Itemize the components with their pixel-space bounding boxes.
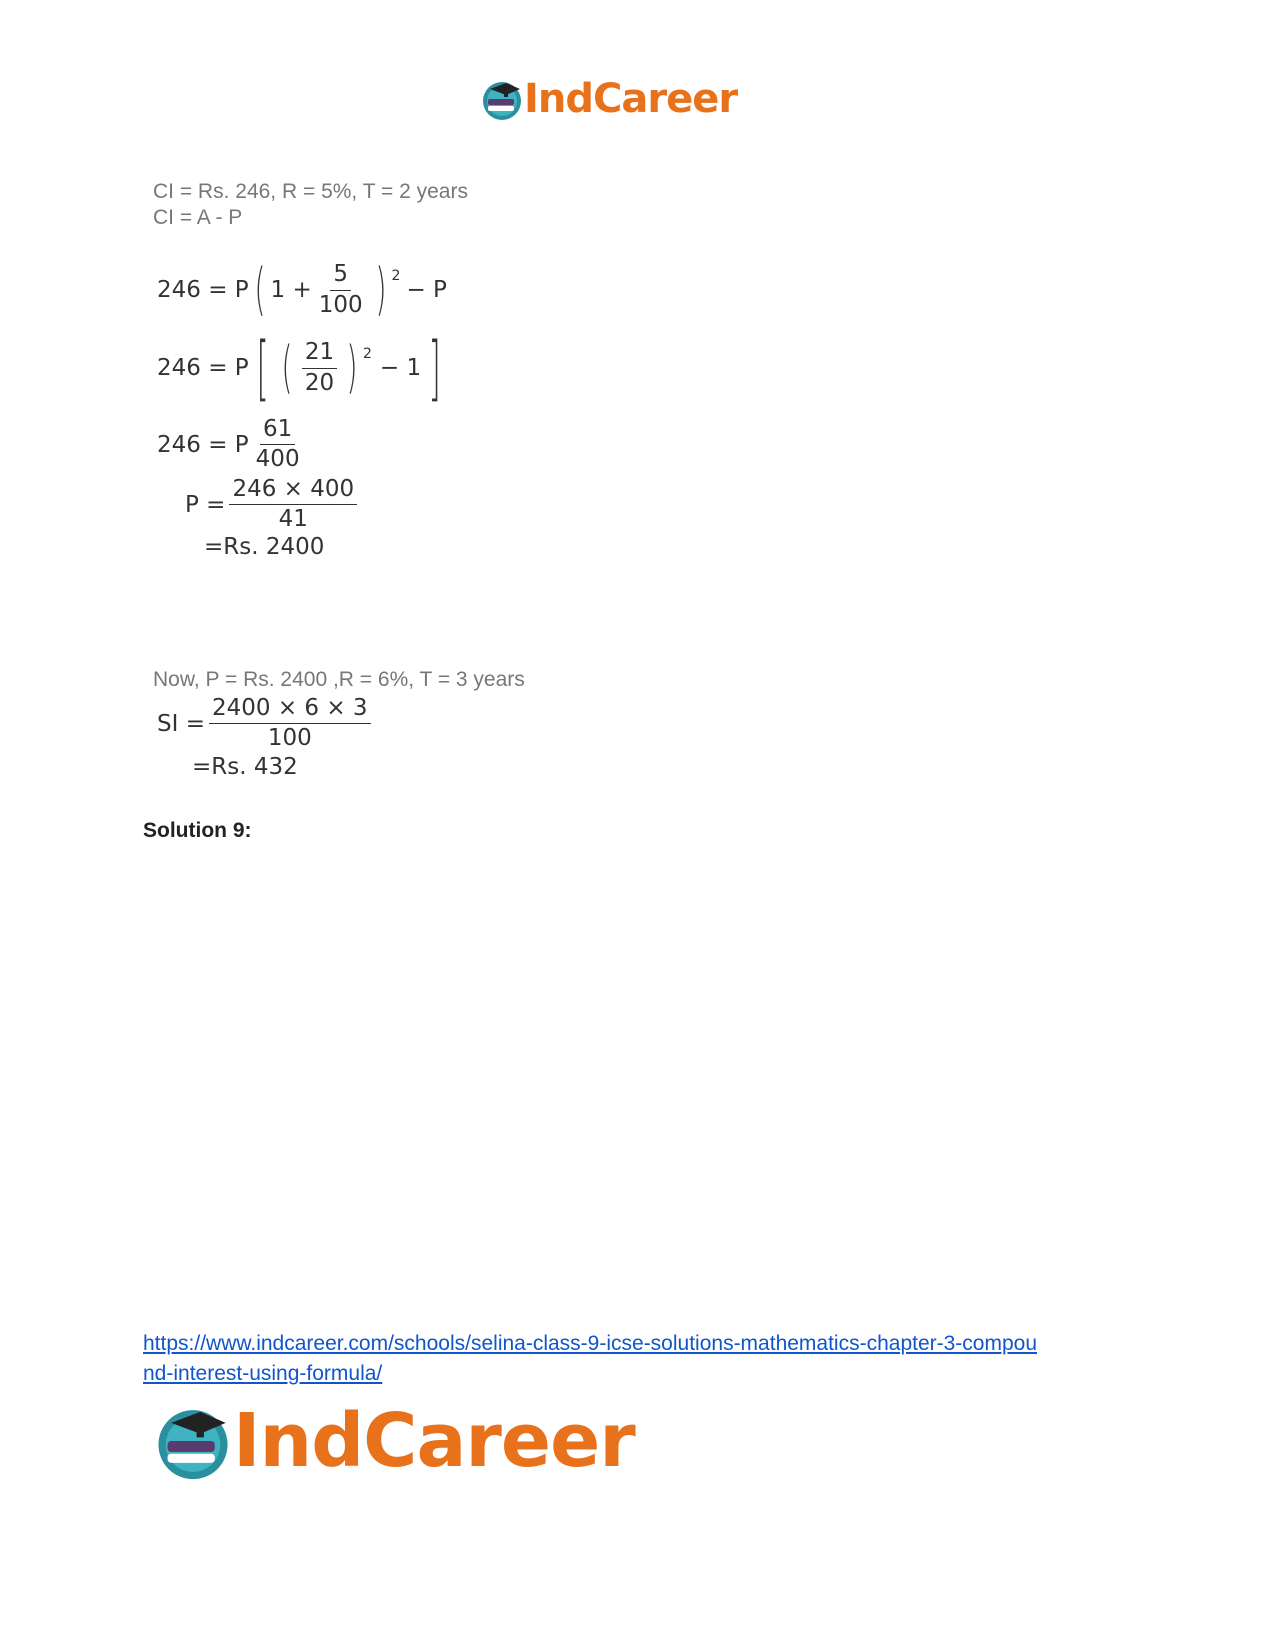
ci-formula: CI = A - P: [153, 206, 243, 229]
si-den: 100: [267, 725, 312, 752]
eq1-den: 100: [318, 291, 363, 318]
eq1-one: 1 +: [270, 277, 312, 303]
eq3-num: 61: [260, 417, 295, 445]
eq2-exponent: 2: [362, 346, 372, 362]
eq2-lhs: 246 = P: [157, 355, 249, 381]
eq4-den: 41: [278, 506, 308, 533]
solution-heading: Solution 9:: [143, 819, 252, 842]
footer-logo: [153, 1398, 635, 1484]
eq4-fraction: [229, 477, 357, 533]
equation-1: 246 = P ( 1 + $\frac{5}{100}$ ) $^2$ − P: [157, 257, 447, 322]
equation-4: [185, 477, 361, 533]
url-line-1: https://www.indcareer.com/schools/selina-class-9-icse-solutions-mathematics-chapter-3-compou: [143, 1332, 1038, 1355]
footer-logo-text: IndCareer: [233, 1398, 635, 1484]
graduation-cap-book-logo-icon: [480, 77, 524, 121]
eq2-fraction: [302, 340, 337, 396]
equation-2: 246 = P [ ( $\frac{21}{20}$ ) $^2$ − 1 ]: [157, 327, 441, 409]
si-lhs: SI =: [157, 710, 205, 737]
eq1-exponent: 2: [391, 268, 401, 284]
equation-3: [157, 417, 307, 473]
eq2-tail: − 1: [379, 355, 422, 381]
eq1-tail: − P: [406, 277, 447, 303]
header-logo: [480, 76, 737, 122]
given-values-ci: CI = Rs. 246, R = 5%, T = 2 years: [153, 180, 468, 203]
eq1-num: 5: [330, 262, 351, 290]
equation-5-result: =Rs. 2400: [204, 534, 325, 560]
eq3-den: 400: [255, 446, 300, 473]
eq4-num: 246 × 400: [229, 477, 357, 505]
url-line-2: nd-interest-using-formula/: [143, 1362, 383, 1385]
si-num: 2400 × 6 × 3: [209, 696, 371, 724]
eq4-lhs: P =: [185, 491, 226, 518]
si-result: =Rs. 432: [192, 754, 298, 780]
eq2-num: 21: [302, 340, 337, 368]
eq1-lhs: 246 = P: [157, 277, 249, 303]
header-logo-text: IndCareer: [524, 76, 738, 122]
graduation-cap-book-logo-icon: [153, 1401, 233, 1481]
eq1-fraction: [316, 262, 366, 318]
given-values-si: Now, P = Rs. 2400 ,R = 6%, T = 3 years: [153, 668, 525, 691]
si-fraction: [209, 696, 371, 752]
si-equation: [157, 696, 375, 752]
source-url-link[interactable]: [143, 1329, 1143, 1389]
eq3-lhs: 246 = P: [157, 431, 249, 458]
eq2-den: 20: [304, 369, 335, 396]
eq3-fraction: [253, 417, 303, 473]
